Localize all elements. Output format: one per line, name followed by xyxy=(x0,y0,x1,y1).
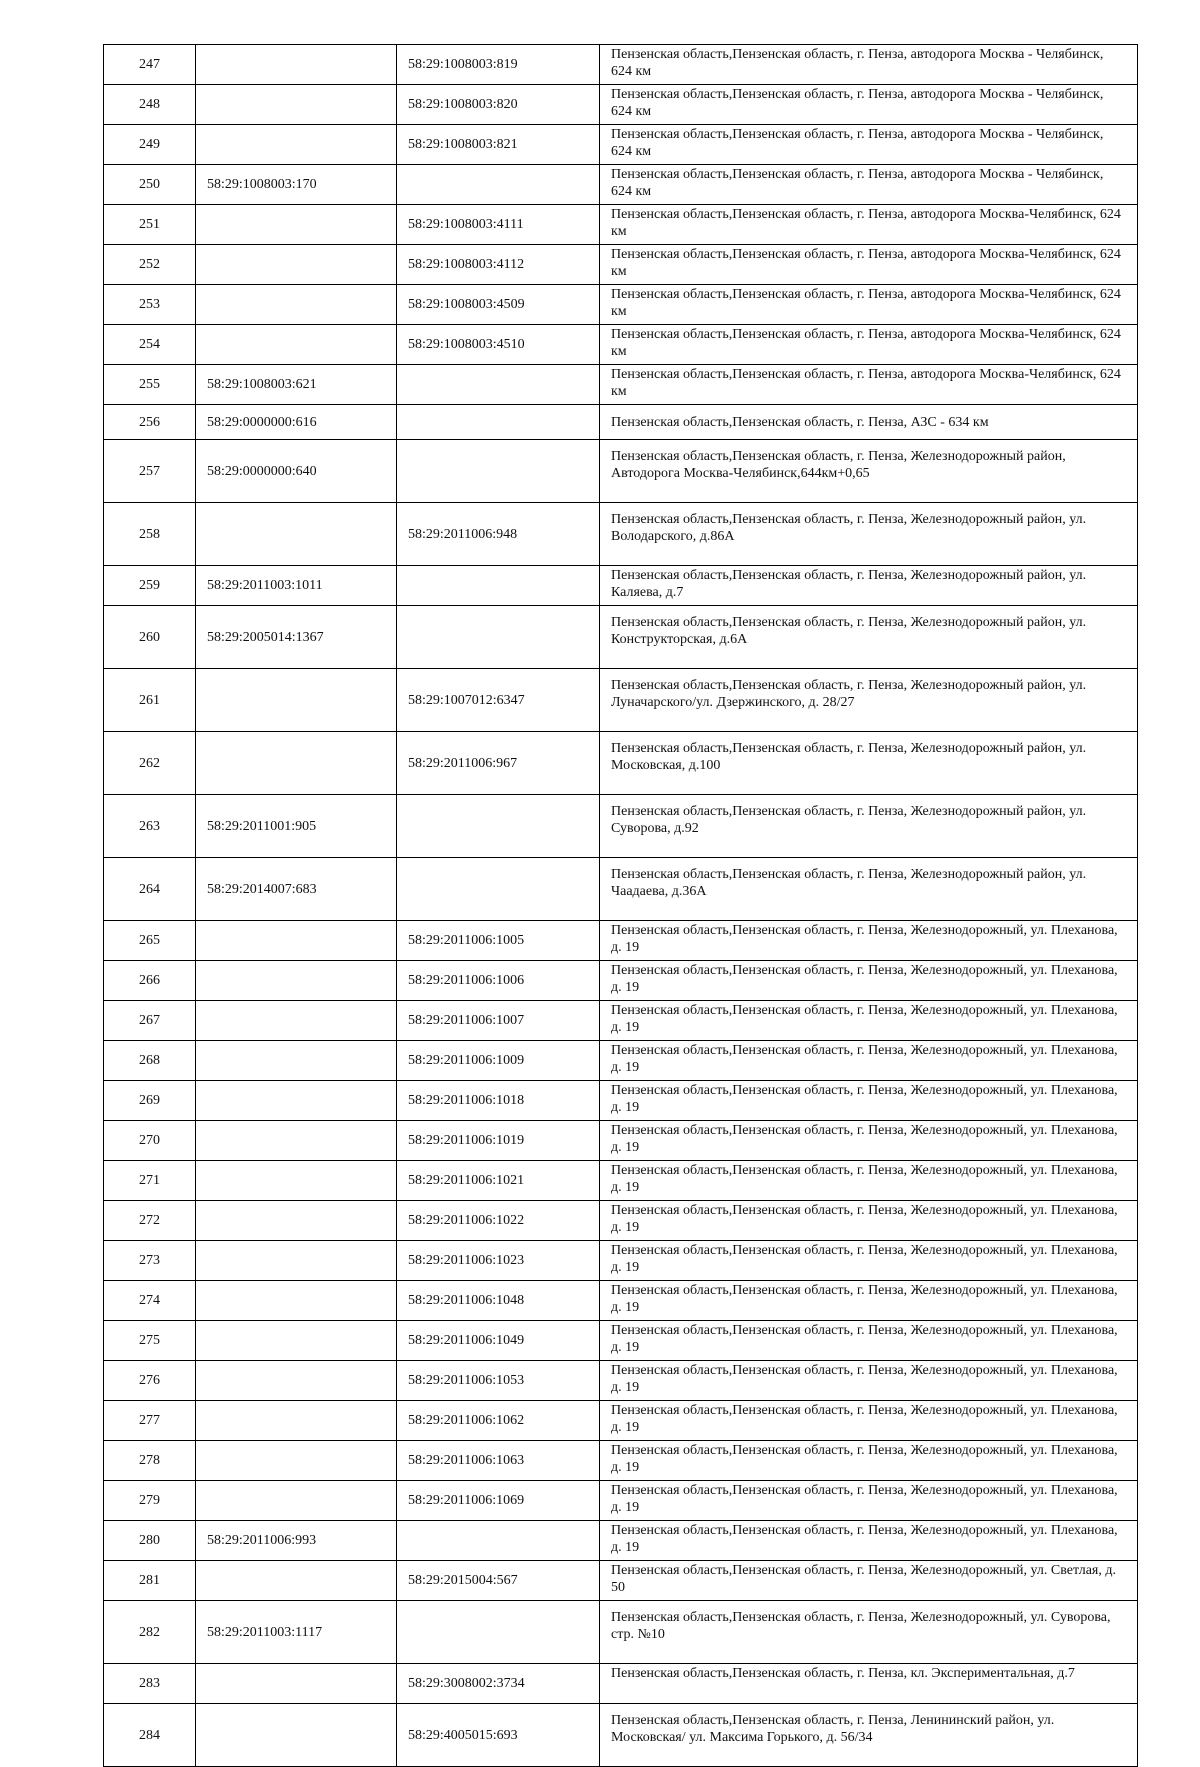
row-number-cell: 267 xyxy=(104,1001,196,1041)
address-cell: Пензенская область,Пензенская область, г. Пенза, Железнодорожный, ул. Плеханова, д. 19 xyxy=(600,1281,1138,1321)
address-cell: Пензенская область,Пензенская область, г. Пенза, автодорога Москва - Челябинск, 624 км xyxy=(600,45,1138,85)
address-cell: Пензенская область,Пензенская область, г. Пенза, Железнодорожный район, ул. Чаадаева, д.36А xyxy=(600,858,1138,921)
cadastral-number-cell xyxy=(196,1321,397,1361)
table-row xyxy=(104,1081,1138,1121)
cadastral-number-cell xyxy=(196,1161,397,1201)
cadastral-number-cell xyxy=(196,1704,397,1767)
address-cell: Пензенская область,Пензенская область, г. Пенза, кл. Экспериментальная, д.7 xyxy=(600,1664,1138,1704)
table-row xyxy=(104,1441,1138,1481)
address-cell: Пензенская область,Пензенская область, г. Пенза, Ленининский район, ул. Московская/ ул. Максима Горького, д. 56/34 xyxy=(600,1704,1138,1767)
address-cell: Пензенская область,Пензенская область, г. Пенза, Железнодорожный, ул. Плеханова, д. 19 xyxy=(600,1521,1138,1561)
building-cadastral-number-cell: 58:29:2015004:567 xyxy=(397,1561,600,1601)
row-number-cell: 262 xyxy=(104,732,196,795)
building-cadastral-number-cell: 58:29:2011006:1063 xyxy=(397,1441,600,1481)
address-cell: Пензенская область,Пензенская область, г. Пенза, Железнодорожный, ул. Плеханова, д. 19 xyxy=(600,1481,1138,1521)
address-cell: Пензенская область,Пензенская область, г. Пенза, Железнодорожный район, ул. Московская, д.100 xyxy=(600,732,1138,795)
row-number-cell: 248 xyxy=(104,85,196,125)
building-cadastral-number-cell: 58:29:2011006:1021 xyxy=(397,1161,600,1201)
table-row xyxy=(104,858,1138,921)
address-cell: Пензенская область,Пензенская область, г. Пенза, Железнодорожный, ул. Плеханова, д. 19 xyxy=(600,1001,1138,1041)
row-number-cell: 277 xyxy=(104,1401,196,1441)
address-cell: Пензенская область,Пензенская область, г. Пенза, автодорога Москва-Челябинск, 624 км xyxy=(600,325,1138,365)
building-cadastral-number-cell: 58:29:2011006:1009 xyxy=(397,1041,600,1081)
row-number-cell: 259 xyxy=(104,566,196,606)
cadastral-number-cell xyxy=(196,85,397,125)
row-number-cell: 260 xyxy=(104,606,196,669)
row-number-cell: 274 xyxy=(104,1281,196,1321)
cadastral-number-cell xyxy=(196,1121,397,1161)
address-cell: Пензенская область,Пензенская область, г. Пенза, Железнодорожный, ул. Плеханова, д. 19 xyxy=(600,1361,1138,1401)
building-cadastral-number-cell: 58:29:1008003:820 xyxy=(397,85,600,125)
table-row xyxy=(104,1121,1138,1161)
address-cell: Пензенская область,Пензенская область, г. Пенза, автодорога Москва-Челябинск, 624 км xyxy=(600,285,1138,325)
table-row xyxy=(104,1704,1138,1767)
building-cadastral-number-cell: 58:29:2011006:1018 xyxy=(397,1081,600,1121)
cadastral-number-cell: 58:29:2011003:1011 xyxy=(196,566,397,606)
cadastral-number-cell: 58:29:2005014:1367 xyxy=(196,606,397,669)
cadastral-number-cell xyxy=(196,45,397,85)
cadastral-number-cell xyxy=(196,1041,397,1081)
building-cadastral-number-cell: 58:29:1007012:6347 xyxy=(397,669,600,732)
building-cadastral-number-cell: 58:29:2011006:1006 xyxy=(397,961,600,1001)
table-row xyxy=(104,503,1138,566)
row-number-cell: 272 xyxy=(104,1201,196,1241)
row-number-cell: 252 xyxy=(104,245,196,285)
table-row xyxy=(104,1521,1138,1561)
table-row xyxy=(104,1401,1138,1441)
row-number-cell: 275 xyxy=(104,1321,196,1361)
cadastral-number-cell xyxy=(196,1561,397,1601)
cadastral-number-cell: 58:29:1008003:170 xyxy=(196,165,397,205)
cadastral-number-cell xyxy=(196,1441,397,1481)
row-number-cell: 255 xyxy=(104,365,196,405)
building-cadastral-number-cell: 58:29:1008003:821 xyxy=(397,125,600,165)
row-number-cell: 273 xyxy=(104,1241,196,1281)
table-row xyxy=(104,961,1138,1001)
row-number-cell: 258 xyxy=(104,503,196,566)
building-cadastral-number-cell: 58:29:2011006:967 xyxy=(397,732,600,795)
building-cadastral-number-cell: 58:29:2011006:1019 xyxy=(397,1121,600,1161)
table-row xyxy=(104,165,1138,205)
building-cadastral-number-cell: 58:29:1008003:4112 xyxy=(397,245,600,285)
building-cadastral-number-cell xyxy=(397,566,600,606)
address-cell: Пензенская область,Пензенская область, г. Пенза, Железнодорожный район, ул. Луначарского/ул. Дзержинского, д. 28/27 xyxy=(600,669,1138,732)
table-row xyxy=(104,205,1138,245)
address-cell: Пензенская область,Пензенская область, г. Пенза, АЗС - 634 км xyxy=(600,405,1138,440)
row-number-cell: 265 xyxy=(104,921,196,961)
row-number-cell: 249 xyxy=(104,125,196,165)
building-cadastral-number-cell xyxy=(397,1601,600,1664)
address-cell: Пензенская область,Пензенская область, г. Пенза, Железнодорожный, ул. Плеханова, д. 19 xyxy=(600,1401,1138,1441)
building-cadastral-number-cell: 58:29:2011006:948 xyxy=(397,503,600,566)
address-cell: Пензенская область,Пензенская область, г. Пенза, Железнодорожный, ул. Плеханова, д. 19 xyxy=(600,1161,1138,1201)
cadastral-number-cell xyxy=(196,1081,397,1121)
table-row xyxy=(104,1361,1138,1401)
building-cadastral-number-cell: 58:29:2011006:1022 xyxy=(397,1201,600,1241)
building-cadastral-number-cell: 58:29:4005015:693 xyxy=(397,1704,600,1767)
row-number-cell: 271 xyxy=(104,1161,196,1201)
row-number-cell: 261 xyxy=(104,669,196,732)
building-cadastral-number-cell: 58:29:2011006:1069 xyxy=(397,1481,600,1521)
building-cadastral-number-cell xyxy=(397,405,600,440)
building-cadastral-number-cell xyxy=(397,365,600,405)
address-cell: Пензенская область,Пензенская область, г. Пенза, Железнодорожный, ул. Плеханова, д. 19 xyxy=(600,1441,1138,1481)
address-cell: Пензенская область,Пензенская область, г. Пенза, Железнодорожный, ул. Плеханова, д. 19 xyxy=(600,1201,1138,1241)
address-cell: Пензенская область,Пензенская область, г. Пенза, автодорога Москва-Челябинск, 624 км xyxy=(600,245,1138,285)
table-row xyxy=(104,795,1138,858)
address-cell: Пензенская область,Пензенская область, г. Пенза, Железнодорожный, ул. Плеханова, д. 19 xyxy=(600,1081,1138,1121)
table-row xyxy=(104,1201,1138,1241)
table-row xyxy=(104,1601,1138,1664)
row-number-cell: 284 xyxy=(104,1704,196,1767)
table-row xyxy=(104,1001,1138,1041)
table-row xyxy=(104,285,1138,325)
cadastral-number-cell: 58:29:0000000:616 xyxy=(196,405,397,440)
cadastral-number-cell xyxy=(196,1281,397,1321)
address-cell: Пензенская область,Пензенская область, г. Пенза, Железнодорожный, ул. Плеханова, д. 19 xyxy=(600,1041,1138,1081)
building-cadastral-number-cell xyxy=(397,858,600,921)
address-cell: Пензенская область,Пензенская область, г. Пенза, Железнодорожный район, Автодорога Москва-Челябинск,644км+0,65 xyxy=(600,440,1138,503)
cadastral-number-cell xyxy=(196,1361,397,1401)
row-number-cell: 254 xyxy=(104,325,196,365)
row-number-cell: 269 xyxy=(104,1081,196,1121)
row-number-cell: 253 xyxy=(104,285,196,325)
building-cadastral-number-cell: 58:29:2011006:1007 xyxy=(397,1001,600,1041)
cadastral-number-cell: 58:29:2011006:993 xyxy=(196,1521,397,1561)
cadastral-number-cell: 58:29:2011003:1117 xyxy=(196,1601,397,1664)
table-row xyxy=(104,1281,1138,1321)
table-row xyxy=(104,325,1138,365)
row-number-cell: 283 xyxy=(104,1664,196,1704)
cadastral-number-cell xyxy=(196,503,397,566)
address-cell: Пензенская область,Пензенская область, г. Пенза, Железнодорожный район, ул. Суворова, д.92 xyxy=(600,795,1138,858)
cadastral-number-cell xyxy=(196,961,397,1001)
table-row xyxy=(104,440,1138,503)
cadastral-number-cell xyxy=(196,1481,397,1521)
address-cell: Пензенская область,Пензенская область, г. Пенза, Железнодорожный, ул. Плеханова, д. 19 xyxy=(600,1121,1138,1161)
cadastral-number-cell: 58:29:1008003:621 xyxy=(196,365,397,405)
table-row xyxy=(104,365,1138,405)
cadastral-table xyxy=(103,44,1138,1767)
building-cadastral-number-cell: 58:29:2011006:1062 xyxy=(397,1401,600,1441)
row-number-cell: 247 xyxy=(104,45,196,85)
table-row xyxy=(104,85,1138,125)
table-row xyxy=(104,1321,1138,1361)
row-number-cell: 266 xyxy=(104,961,196,1001)
address-cell: Пензенская область,Пензенская область, г. Пенза, Железнодорожный, ул. Плеханова, д. 19 xyxy=(600,921,1138,961)
row-number-cell: 278 xyxy=(104,1441,196,1481)
address-cell: Пензенская область,Пензенская область, г. Пенза, Железнодорожный, ул. Плеханова, д. 19 xyxy=(600,1241,1138,1281)
cadastral-number-cell xyxy=(196,669,397,732)
address-cell: Пензенская область,Пензенская область, г. Пенза, Железнодорожный, ул. Плеханова, д. 19 xyxy=(600,961,1138,1001)
table-row xyxy=(104,405,1138,440)
cadastral-number-cell xyxy=(196,285,397,325)
table-row xyxy=(104,606,1138,669)
cadastral-number-cell: 58:29:2011001:905 xyxy=(196,795,397,858)
row-number-cell: 264 xyxy=(104,858,196,921)
row-number-cell: 281 xyxy=(104,1561,196,1601)
building-cadastral-number-cell xyxy=(397,1521,600,1561)
address-cell: Пензенская область,Пензенская область, г. Пенза, автодорога Москва - Челябинск, 624 км xyxy=(600,85,1138,125)
building-cadastral-number-cell: 58:29:2011006:1023 xyxy=(397,1241,600,1281)
building-cadastral-number-cell: 58:29:2011006:1005 xyxy=(397,921,600,961)
building-cadastral-number-cell: 58:29:3008002:3734 xyxy=(397,1664,600,1704)
building-cadastral-number-cell xyxy=(397,440,600,503)
cadastral-number-cell xyxy=(196,125,397,165)
table-row xyxy=(104,245,1138,285)
row-number-cell: 268 xyxy=(104,1041,196,1081)
cadastral-number-cell xyxy=(196,1001,397,1041)
table-row xyxy=(104,125,1138,165)
building-cadastral-number-cell: 58:29:1008003:4509 xyxy=(397,285,600,325)
address-cell: Пензенская область,Пензенская область, г. Пенза, Железнодорожный район, ул. Каляева, д.7 xyxy=(600,566,1138,606)
cadastral-number-cell: 58:29:2014007:683 xyxy=(196,858,397,921)
address-cell: Пензенская область,Пензенская область, г. Пенза, автодорога Москва - Челябинск, 624 км xyxy=(600,165,1138,205)
table-row xyxy=(104,1481,1138,1521)
row-number-cell: 282 xyxy=(104,1601,196,1664)
building-cadastral-number-cell: 58:29:2011006:1049 xyxy=(397,1321,600,1361)
address-cell: Пензенская область,Пензенская область, г. Пенза, автодорога Москва-Челябинск, 624 км xyxy=(600,205,1138,245)
cadastral-number-cell xyxy=(196,1201,397,1241)
row-number-cell: 257 xyxy=(104,440,196,503)
table-row xyxy=(104,669,1138,732)
cadastral-number-cell xyxy=(196,1401,397,1441)
document-page xyxy=(103,44,1137,1767)
row-number-cell: 263 xyxy=(104,795,196,858)
row-number-cell: 250 xyxy=(104,165,196,205)
row-number-cell: 276 xyxy=(104,1361,196,1401)
table-row xyxy=(104,45,1138,85)
address-cell: Пензенская область,Пензенская область, г. Пенза, Железнодорожный, ул. Суворова, стр. №10 xyxy=(600,1601,1138,1664)
row-number-cell: 256 xyxy=(104,405,196,440)
building-cadastral-number-cell: 58:29:1008003:819 xyxy=(397,45,600,85)
cadastral-number-cell: 58:29:0000000:640 xyxy=(196,440,397,503)
cadastral-number-cell xyxy=(196,205,397,245)
address-cell: Пензенская область,Пензенская область, г. Пенза, автодорога Москва - Челябинск, 624 км xyxy=(600,125,1138,165)
cadastral-number-cell xyxy=(196,921,397,961)
building-cadastral-number-cell: 58:29:1008003:4510 xyxy=(397,325,600,365)
address-cell: Пензенская область,Пензенская область, г. Пенза, Железнодорожный, ул. Светлая, д. 50 xyxy=(600,1561,1138,1601)
address-cell: Пензенская область,Пензенская область, г. Пенза, Железнодорожный, ул. Плеханова, д. 19 xyxy=(600,1321,1138,1361)
building-cadastral-number-cell: 58:29:2011006:1053 xyxy=(397,1361,600,1401)
building-cadastral-number-cell: 58:29:1008003:4111 xyxy=(397,205,600,245)
table-row xyxy=(104,732,1138,795)
row-number-cell: 279 xyxy=(104,1481,196,1521)
building-cadastral-number-cell xyxy=(397,795,600,858)
table-row xyxy=(104,1161,1138,1201)
address-cell: Пензенская область,Пензенская область, г. Пенза, автодорога Москва-Челябинск, 624 км xyxy=(600,365,1138,405)
table-row xyxy=(104,566,1138,606)
row-number-cell: 251 xyxy=(104,205,196,245)
cadastral-number-cell xyxy=(196,732,397,795)
cadastral-number-cell xyxy=(196,325,397,365)
table-body xyxy=(104,45,1138,1767)
address-cell: Пензенская область,Пензенская область, г. Пенза, Железнодорожный район, ул. Володарского, д.86А xyxy=(600,503,1138,566)
building-cadastral-number-cell: 58:29:2011006:1048 xyxy=(397,1281,600,1321)
cadastral-number-cell xyxy=(196,245,397,285)
row-number-cell: 270 xyxy=(104,1121,196,1161)
building-cadastral-number-cell xyxy=(397,165,600,205)
table-row xyxy=(104,1561,1138,1601)
cadastral-number-cell xyxy=(196,1241,397,1281)
table-row xyxy=(104,1241,1138,1281)
address-cell: Пензенская область,Пензенская область, г. Пенза, Железнодорожный район, ул. Конструкторская, д.6А xyxy=(600,606,1138,669)
table-row xyxy=(104,921,1138,961)
table-row xyxy=(104,1041,1138,1081)
row-number-cell: 280 xyxy=(104,1521,196,1561)
building-cadastral-number-cell xyxy=(397,606,600,669)
